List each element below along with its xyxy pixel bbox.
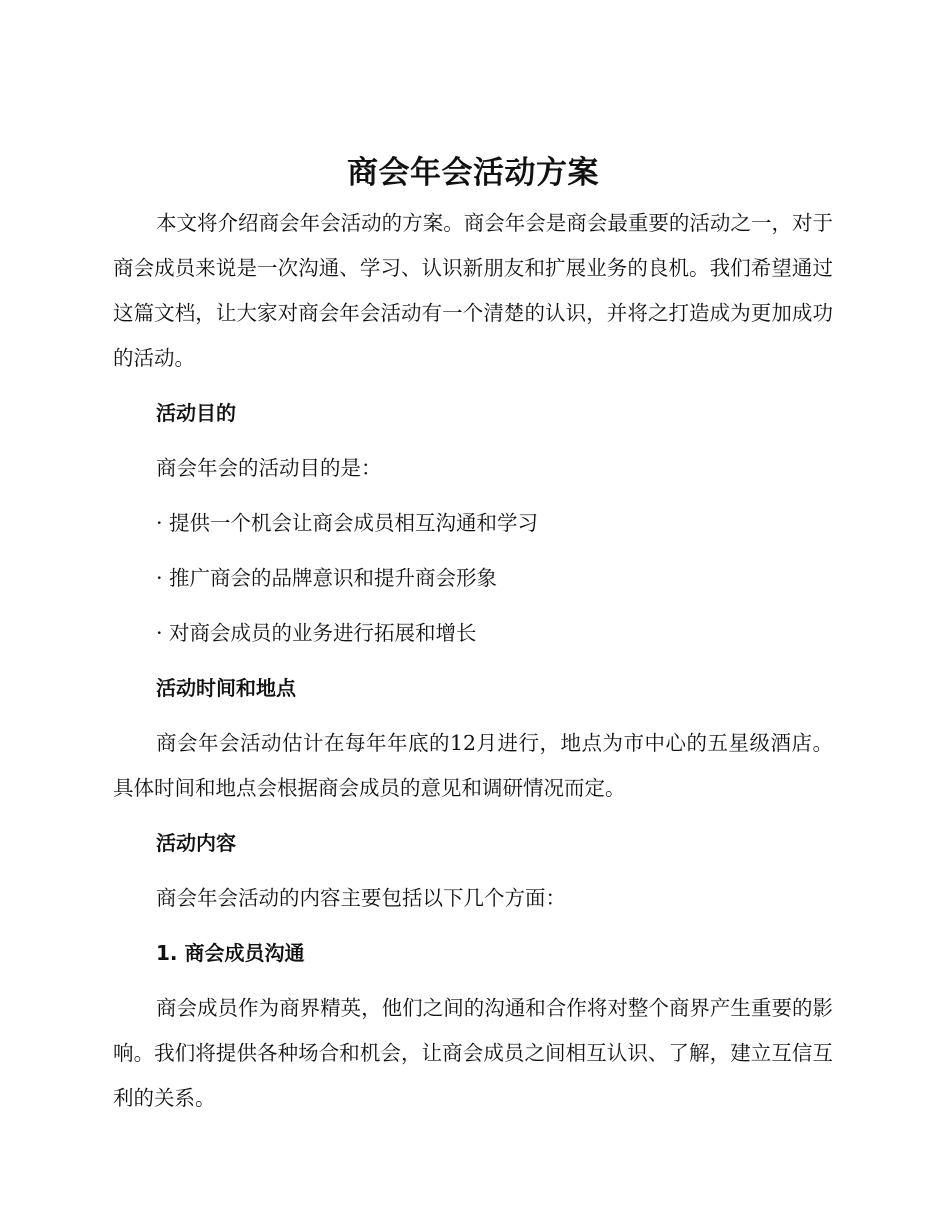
document-title: 商会年会活动方案	[347, 155, 599, 191]
section-heading-purpose: 活动目的	[156, 401, 236, 425]
purpose-lead-text: 商会年会的活动目的是：	[156, 456, 382, 480]
intro-paragraph: 本文将介绍商会年会活动的方案。商会年会是商会最重要的活动之一，对于商会成员来说是一次沟通、学习、认识新朋友和扩展业务的良机。我们希望通过这篇文档，让大家对商会年会活动有一个清楚的认识，并将之打造成为更加成功的活动。	[113, 211, 833, 370]
section-heading-time-place: 活动时间和地点	[156, 676, 296, 700]
purpose-bullet-1: · 提供一个机会让商会成员相互沟通和学习	[156, 511, 539, 535]
purpose-bullet-2: · 推广商会的品牌意识和提升商会形象	[156, 566, 498, 590]
purpose-bullet-3: · 对商会成员的业务进行拓展和增长	[156, 621, 477, 645]
subheading-member-communication: 1. 商会成员沟通	[156, 941, 305, 965]
time-place-paragraph: 商会年会活动估计在每年年底的12月进行，地点为市中心的五星级酒店。具体时间和地点会根据商会成员的意见和调研情况而定。	[113, 731, 833, 800]
section-heading-content: 活动内容	[156, 831, 236, 855]
document-page	[113, 145, 833, 1121]
member-communication-paragraph: 商会成员作为商界精英，他们之间的沟通和合作将对整个商界产生重要的影响。我们将提供各种场合和机会，让商会成员之间相互认识、了解，建立互信互利的关系。	[113, 996, 833, 1110]
content-lead-text: 商会年会活动的内容主要包括以下几个方面：	[156, 886, 566, 910]
